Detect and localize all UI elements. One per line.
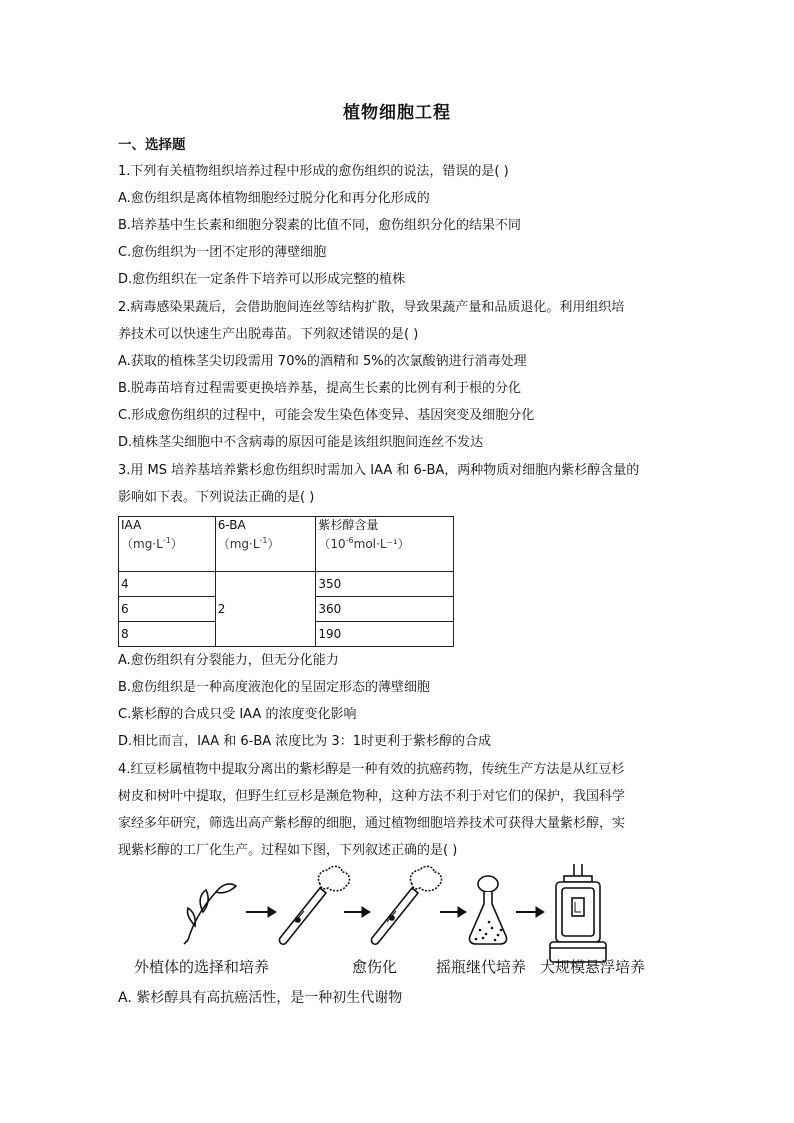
cell-iaa: 8 (119, 622, 216, 647)
q1-stem: 1.下列有关植物组织培养过程中形成的愈伤组织的说法，错误的是( ) (118, 164, 509, 179)
q1-option-b: B.培养基中生长素和细胞分裂素的比值不同，愈伤组织分化的结果不同 (118, 218, 522, 233)
q3-option-a: A.愈伤组织有分裂能力，但无分化能力 (118, 653, 339, 668)
q3-option-c: C.紫杉醇的合成只受 IAA 的浓度变化影响 (118, 707, 357, 722)
cell-taxol: 190 (316, 622, 454, 647)
arrow-icon (516, 907, 544, 917)
cell-taxol: 360 (316, 597, 454, 622)
arrow-icon (440, 907, 466, 917)
explant-plant-icon (184, 884, 236, 944)
q3-option-d: D.相比而言，IAA 和 6-BA 浓度比为 3：1时更利于紫杉醇的合成 (118, 734, 491, 749)
arrow-icon (344, 907, 370, 917)
q4-option-a: A. 紫杉醇具有高抗癌活性，是一种初生代谢物 (118, 990, 403, 1006)
page-title: 植物细胞工程 (343, 103, 451, 123)
q2-option-a: A.获取的植株茎尖切段需用 70%的酒精和 5%的次氯酸钠进行消毒处理 (118, 354, 527, 369)
q3-stem-line2: 影响如下表。下列说法正确的是( ) (118, 490, 315, 505)
q4-stem-line3: 家经多年研究，筛选出高产紫杉醇的细胞，通过植物细胞培养技术可获得大量紫杉醇，实 (118, 816, 626, 831)
q4-stem-line2: 树皮和树叶中提取，但野生红豆杉是濒危物种，这种方法不利于对它们的保护，我国科学 (118, 789, 626, 804)
cell-6ba: 2 (215, 572, 316, 647)
q1-option-d: D.愈伤组织在一定条件下培养可以形成完整的植株 (118, 272, 406, 287)
diagram-label-shake-flask: 摇瓶继代培养 (436, 958, 527, 976)
header-iaa-unit: $(mg\cdot L^{-1})$ (121, 536, 183, 551)
q3-data-table (118, 516, 454, 647)
cell-taxol: 350 (316, 572, 454, 597)
header-taxol-unit: $(10^{-6}mol\cdot L^{-1})$ (318, 536, 410, 551)
q2-option-c: C.形成愈伤组织的过程中，可能会发生染色体变异、基因突变及细胞分化 (118, 408, 535, 423)
q3-stem-line1: 3.用 MS 培养基培养紫杉愈伤组织时需加入 IAA 和 6-BA，两种物质对细胞内紫杉醇含量的 (118, 463, 640, 478)
header-iaa-name: IAA (121, 518, 142, 532)
q2-option-d: D.植株茎尖细胞中不含病毒的原因可能是该组织胞间连丝不发达 (118, 435, 484, 450)
section-heading: 一、选择题 (118, 137, 186, 153)
header-taxol (316, 517, 454, 572)
q2-option-b: B.脱毒苗培育过程需要更换培养基，提高生长素的比例有利于根的分化 (118, 381, 522, 396)
diagram-label-suspension: 大规模悬浮培养 (540, 958, 646, 976)
bioreactor-icon (550, 864, 606, 962)
shake-flask-icon (469, 876, 506, 944)
table-row (119, 572, 454, 597)
diagram-label-explant: 外植体的选择和培养 (134, 958, 270, 976)
header-taxol-name: 紫杉醇含量 (318, 518, 379, 532)
q4-stem-line4: 现紫杉醇的工厂化生产。过程如下图，下列叙述正确的是( ) (118, 843, 458, 858)
q1-option-a: A.愈伤组织是离体植物细胞经过脱分化和再分化形成的 (118, 191, 430, 206)
table-header-row (119, 517, 454, 572)
test-tube-icon (280, 866, 350, 944)
cell-iaa: 6 (119, 597, 216, 622)
header-6ba (215, 517, 316, 572)
test-tube-icon (372, 866, 442, 944)
cell-iaa: 4 (119, 572, 216, 597)
q2-stem-line2: 养技术可以快速生产出脱毒苗。下列叙述错误的是( ) (118, 327, 419, 342)
header-iaa (119, 517, 216, 572)
header-6ba-name: 6-BA (217, 518, 246, 532)
header-6ba-unit: $(mg\cdot L^{-1})$ (217, 536, 280, 551)
q3-option-b: B.愈伤组织是一种高度液泡化的呈固定形态的薄壁细胞 (118, 680, 431, 695)
q4-stem-line1: 4.红豆杉属植物中提取分离出的紫杉醇是一种有效的抗癌药物，传统生产方法是从红豆杉 (118, 762, 625, 777)
q2-stem-line1: 2.病毒感染果蔬后，会借助胞间连丝等结构扩散，导致果蔬产量和品质退化。利用组织培 (118, 300, 625, 315)
q1-option-c: C.愈伤组织为一团不定形的薄壁细胞 (118, 245, 327, 260)
diagram-label-callus: 愈伤化 (352, 958, 398, 976)
arrow-icon (246, 907, 276, 917)
